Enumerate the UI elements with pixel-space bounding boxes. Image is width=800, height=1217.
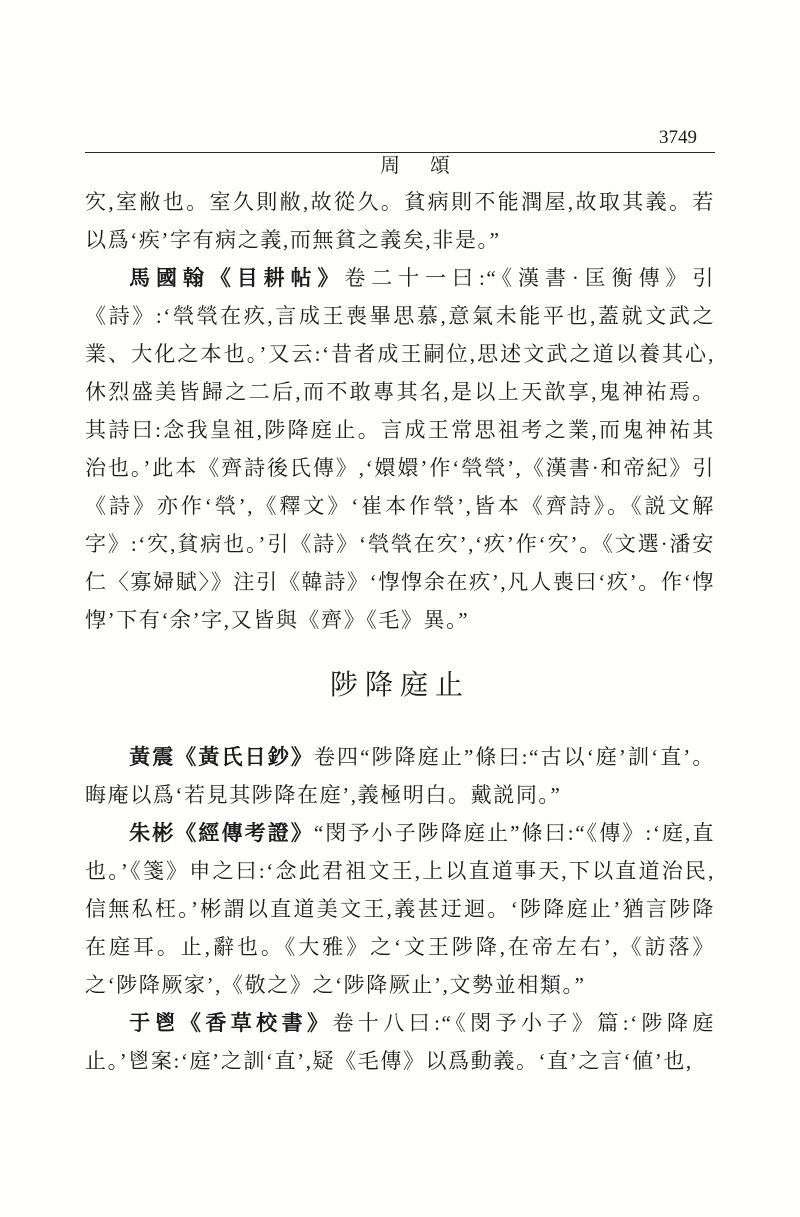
section-heading: 陟降庭止 — [329, 670, 470, 701]
paragraph-yuchang — [85, 1004, 715, 1080]
running-head-title-left: 周 — [380, 155, 400, 177]
paragraph-text: 㝌,室敝也。室久則敝,故從久。貧病則不能潤屋,故取其義。若以爲‘疾’字有病之義,而無貧之義矣,非是。” — [85, 190, 715, 252]
running-head — [85, 126, 715, 177]
paragraph-huangzhen — [85, 738, 715, 814]
paragraph-lead: 于鬯《香草校書》 — [129, 1011, 333, 1035]
paragraph-text: 卷四“陟降庭止”條曰:“古以‘庭’訓‘直’。晦庵以爲‘若見其陟降在庭’,義極明白。戴説同。” — [85, 745, 715, 807]
paragraph-lead: 馬國翰《目耕帖》 — [129, 266, 345, 290]
page-number: 3749 — [659, 127, 697, 148]
paragraph-lead: 朱彬《經傳考證》 — [129, 821, 314, 845]
paragraph-text: “閔予小子陟降庭止”條曰:“《傳》:‘庭,直也。’《箋》申之曰:‘念此君祖文王,上以直道事天,下以直道治民,信無私枉。’彬謂以直道美文王,義甚迂迴。‘陟降庭止’猶言陟降在庭耳。止,辭也。《大雅》之‘文王陟降,在帝左右’,《訪落》之‘陟降厥家’,《敬之》之‘陟降厥止’,文勢並相類。” — [85, 821, 715, 997]
paragraph-lead: 黃震《黃氏日鈔》 — [129, 745, 314, 769]
paragraph-text: 卷十八曰:“《閔予小子》篇:‘陟降庭止。’鬯案:‘庭’之訓‘直’,疑《毛傳》以爲動義。‘直’之言‘値’也, — [85, 1011, 715, 1073]
header-rule — [85, 152, 715, 153]
paragraph-maguohan — [85, 259, 715, 639]
paragraph-text: 卷二十一曰:“《漢書·匡衡傳》引《詩》:‘煢煢在疚,言成王喪畢思慕,意氣未能平也,蓋就文武之業、大化之本也。’又云:‘昔者成王嗣位,思述文武之道以養其心,休烈盛美皆歸之二后,而不敢專其名,是以上天歆享,鬼神祐焉。其詩曰:念我皇祖,陟降庭止。言成王常思祖考之業,而鬼神祐其治也。’此本《齊詩後氏傳》,‘嬛嬛’作‘煢煢’,《漢書·和帝紀》引《詩》亦作‘煢’,《釋文》‘崔本作煢’,皆本《齊詩》。《説文解字》:‘㝌,貧病也。’引《詩》‘煢煢在㝌’,‘疚’作‘㝌’。《文選·潘安仁〈寡婦賦〉》注引《韓詩》‘惸惸余在疚’,凡人喪曰‘疚’。作‘惸惸’下有‘余’字,又皆與《齊》《毛》異。” — [85, 266, 715, 632]
page-content — [85, 183, 715, 1080]
running-head-title-right: 頌 — [430, 155, 450, 177]
paragraph-zhubin — [85, 814, 715, 1004]
paragraph-continuation — [85, 183, 715, 259]
